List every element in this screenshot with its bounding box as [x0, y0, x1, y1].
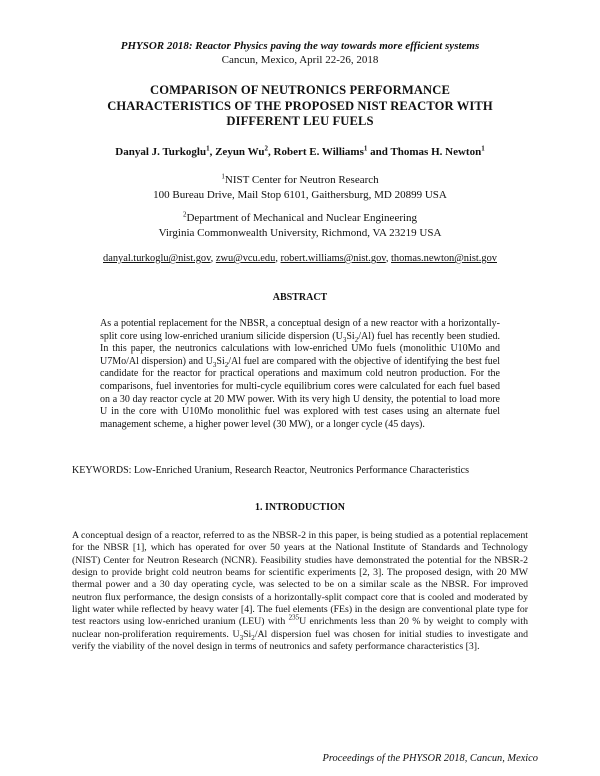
paper-title [60, 83, 540, 130]
affiliation-name: $^2$Department of Mechanical and Nuclear Engineering [182, 210, 418, 224]
affiliation-2 [0, 211, 600, 241]
conference-location-date: Cancun, Mexico, April 22-26, 2018 [221, 54, 379, 66]
affiliation-marker: 1 [221, 172, 225, 181]
author-name: Thomas H. Newton [390, 146, 482, 158]
email-link[interactable]: thomas.newton@nist.gov [391, 253, 497, 264]
abstract-heading: ABSTRACT [272, 292, 328, 303]
section-heading-introduction: 1. INTRODUCTION [254, 502, 345, 513]
author-name: Zeyun Wu [215, 146, 265, 158]
affiliation-marker: 2 [264, 144, 269, 153]
title-line: COMPARISON OF NEUTRONICS PERFORMANCE [150, 83, 450, 97]
affiliation-marker: 1 [363, 144, 368, 153]
conference-header: PHYSOR 2018: Reactor Physics paving the way towards more efficient systems [120, 40, 480, 52]
affiliation-name: $^1$NIST Center for Neutron Research [221, 172, 379, 186]
introduction-text: A conceptual design of a reactor, referred to as the NBSR-2 in this paper, is being studied as a potential replacement for the NBSR [1], which has operated for over 50 years at the National Institute of Standards and Technology (NIST) Center for Neutron Research (NCNR). Feasibility studies have demonstrated the potential for the NBSR-2 design to provide bright cold neutron beams for scientific experiments [2, 3]. The proposed design, with 20 MW thermal power and a 30 day operating cycle, was selected to be on a similar scale as the NBSR. For improved neutron flux performance, the design consists of a horizontally-split compact core that is cooled and moderated by light water while reflected by heavy water [4]. The fuel elements (FEs) in the design are conventional plate type for test reactors using low-enriched uranium (LEU) with $^{235}$U enrichments less than 20 % by weight to comply with nuclear non-proliferation requirements. $U_3Si_2/Al$ dispersion fuel was chosen for initial studies to investigate and verify the viability of the novel design in terms of neutronics and safety performance characteristics [3]. [72, 530, 529, 653]
abstract-text: As a potential replacement for the NBSR, a conceptual design of a new reactor with a horizontally-split core using low-enriched uranium silicide dispersion $(U_3Si_2/Al)$ fuel has recently been studied. In this paper, the neutronics calculations with low-enriched UMo fuels (monolithic U10Mo and U7Mo/Al dispersion) and $U_3Si_2/Al$ fuel are compared with the objective of identifying the best fuel candidate for the reactor for practical operations and maximum cold neutron production. For the comparisons, fuel inventories for multi-cycle equilibrium cores were calculated for each fuel based on a 30 day reactor cycle at 20 MW power. With its very high U density, the potential to load more U in the core with U10Mo monolithic fuel was explored with test cases using an alternate fuel management scheme, a higher power level (30 MW), or a longer cycle (45 days). [100, 318, 501, 430]
affiliation-address: Virginia Commonwealth University, Richmond, VA 23219 USA [158, 227, 442, 239]
author-list: Danyal J. Turkoglu$^1$, Zeyun Wu$^2$, Robert E. Williams$^1$ and Thomas H. Newton$^1$ [115, 144, 485, 158]
author-name: Danyal J. Turkoglu [115, 146, 207, 158]
email-link[interactable]: robert.williams@nist.gov [280, 253, 386, 264]
author-name: Robert E. Williams [273, 146, 364, 158]
affiliation-1 [0, 173, 600, 203]
affiliation-address: 100 Bureau Drive, Mail Stop 6101, Gaithersburg, MD 20899 USA [153, 189, 447, 201]
email-link[interactable]: danyal.turkoglu@nist.gov [103, 253, 211, 264]
author-emails: danyal.turkoglu@nist.gov, zwu@vcu.edu, robert.williams@nist.gov, thomas.newton@nist.gov [103, 253, 497, 264]
title-line: CHARACTERISTICS OF THE PROPOSED NIST REACTOR WITH [107, 98, 493, 113]
affiliation-marker: 2 [182, 210, 187, 219]
page-footer: Proceedings of the PHYSOR 2018, Cancun, Mexico [322, 753, 538, 764]
affiliation-marker: 1 [481, 144, 485, 153]
email-link[interactable]: zwu@vcu.edu [215, 253, 276, 264]
title-line: DIFFERENT LEU FUELS [226, 114, 374, 128]
keywords: KEYWORDS: Low-Enriched Uranium, Research Reactor, Neutronics Performance Characteristics [72, 465, 469, 476]
affiliation-marker: 1 [206, 144, 210, 153]
